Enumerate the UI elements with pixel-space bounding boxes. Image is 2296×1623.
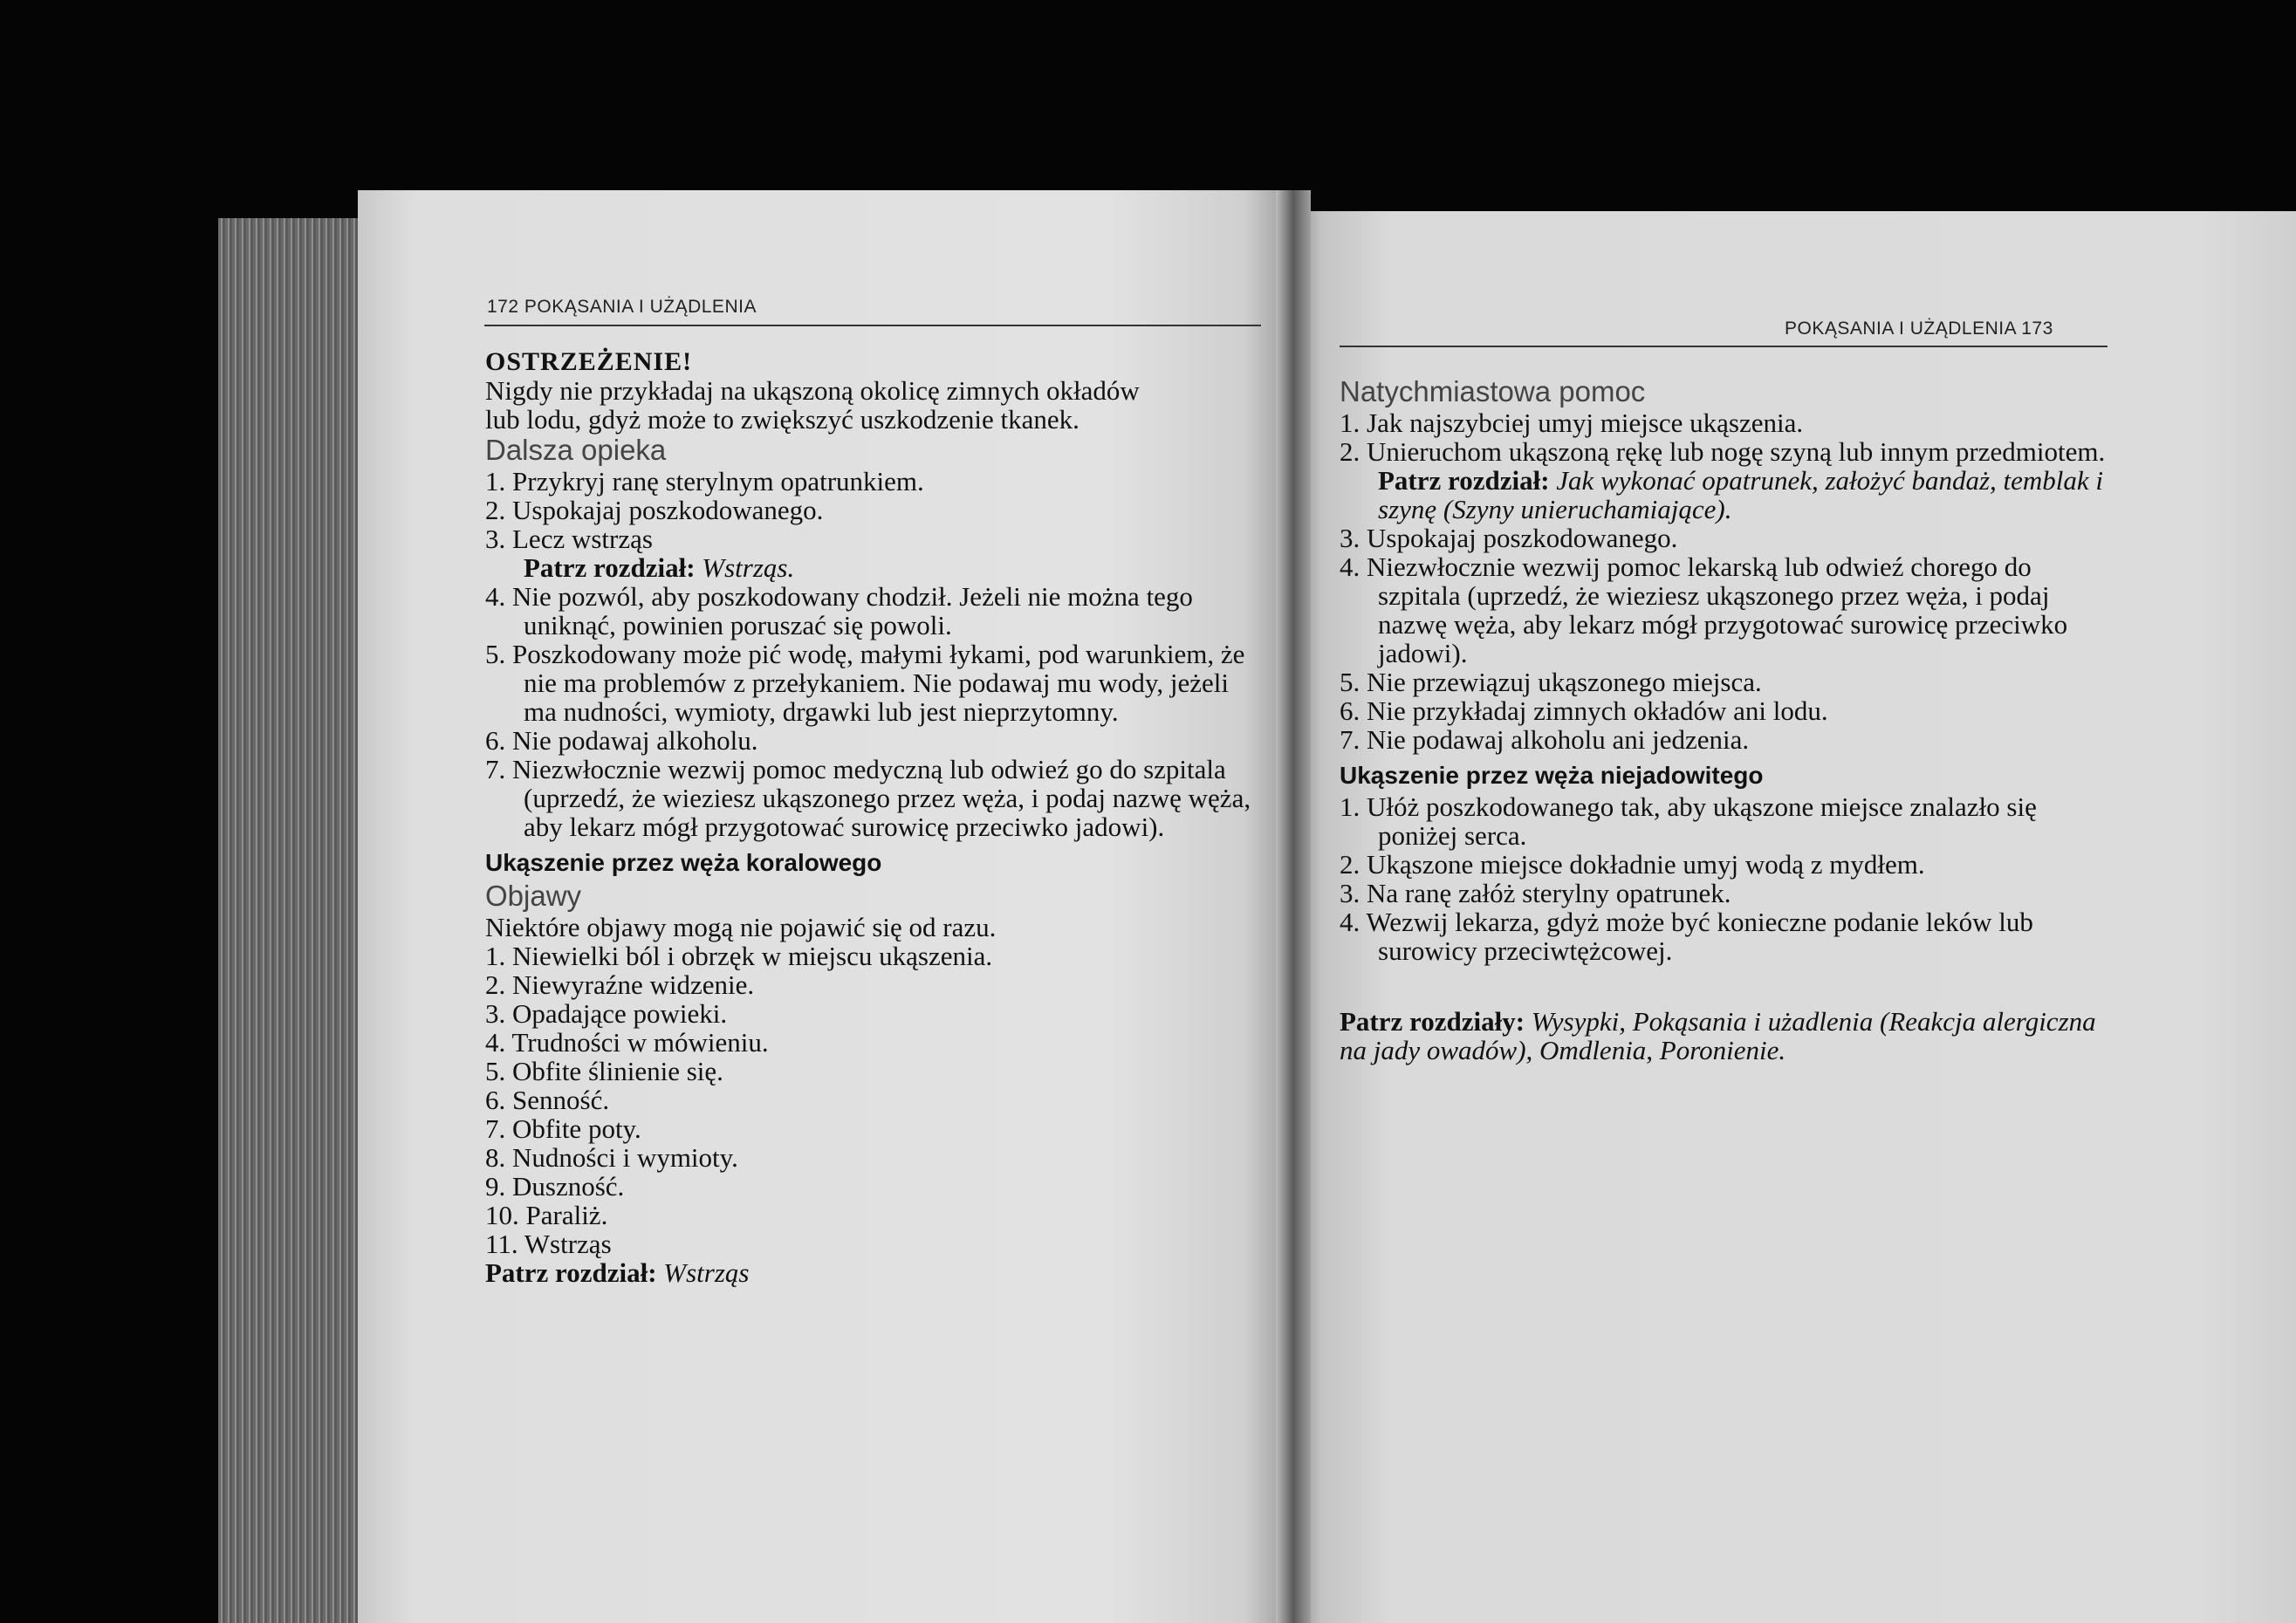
warning-line: lub lodu, gdyż może to zwiększyć uszkodzenie tkanek.	[485, 404, 1079, 435]
symptoms-intro: Niektóre objawy mogą nie pojawić się od razu.	[485, 912, 997, 942]
ref-text: Wysypki, Pokąsania i użadlenia (Reakcja alergiczna na jady owadów), Omdlenia, Poronienie.	[1340, 1006, 2096, 1065]
right-running-header: POKĄSANIA I UŻĄDLENIA 173	[1785, 318, 2053, 339]
cross-reference	[485, 553, 1258, 582]
list-item: 4. Niezwłocznie wezwij pomoc lekarską lub odwieź chorego do szpitala (uprzedź, że wieziesz ukąszonego przez węża, i podaj nazwę węża, aby lekarz mógł przygotować surowicę przeciwko jadowi).	[1340, 551, 2068, 668]
ref-text: Wstrząs	[663, 1257, 750, 1288]
symptom-item: 2. Niewyraźne widzenie.	[485, 969, 755, 1000]
list-item: 5. Nie przewiązuj ukąszonego miejsca.	[1340, 667, 1762, 697]
ref-label: Patrz rozdział:	[1378, 465, 1550, 496]
symptom-item: 8. Nudności i wymioty.	[485, 1142, 738, 1173]
ref-label: Patrz rozdział:	[485, 1257, 657, 1288]
list-item: 4. Nie pozwól, aby poszkodowany chodził. Jeżeli nie można tego uniknąć, powinien poruszać się powoli.	[485, 581, 1193, 640]
list-item: 3. Lecz wstrząs	[485, 524, 653, 554]
list-item: 1. Przykryj ranę sterylnym opatrunkiem.	[485, 466, 924, 496]
list-item: 6. Nie przykładaj zimnych okładów ani lodu.	[1340, 695, 1828, 726]
symptom-item: 5. Obfite ślinienie się.	[485, 1056, 723, 1086]
list-item: 6. Nie podawaj alkoholu.	[485, 725, 758, 756]
symptom-item: 1. Niewielki ból i obrzęk w miejscu ukąszenia.	[485, 941, 993, 971]
list-item: 1. Ułóż poszkodowanego tak, aby ukąszone miejsce znalazło się poniżej serca.	[1340, 791, 2037, 851]
left-page-content	[485, 347, 1258, 1287]
cross-reference	[1340, 466, 2112, 524]
warning-title: OSTRZEŻENIE!	[485, 347, 693, 376]
ref-label: Patrz rozdział:	[524, 552, 696, 583]
list-item: 2. Unieruchom ukąszoną rękę lub nogę szyną lub innym przedmiotem.	[1340, 436, 2106, 467]
symptom-item: 7. Obfite poty.	[485, 1113, 641, 1144]
list-item: 5. Poszkodowany może pić wodę, małymi łykami, pod warunkiem, że nie ma problemów z przełykaniem. Nie podawaj mu wody, jeżeli ma nudności, wymioty, drgawki lub jest nieprzytomny.	[485, 639, 1245, 727]
ref-label: Patrz rozdziały:	[1340, 1006, 1525, 1037]
symptom-item: 11. Wstrząs	[485, 1229, 612, 1259]
list-item: 4. Wezwij lekarza, gdyż może być konieczne podanie leków lub surowicy przeciwtężcowej.	[1340, 907, 2033, 966]
symptom-item: 9. Duszność.	[485, 1171, 625, 1202]
nonvenomous-snake-heading: Ukąszenie przez węża niejadowitego	[1340, 762, 1764, 789]
list-item: 3. Na ranę załóż sterylny opatrunek.	[1340, 878, 1731, 908]
first-aid-heading: Natychmiastowa pomoc	[1340, 375, 1646, 407]
right-page-content	[1340, 375, 2112, 1065]
coral-snake-heading: Ukąszenie przez węża koralowego	[485, 849, 882, 876]
list-item: 1. Jak najszybciej umyj miejsce ukąszenia.	[1340, 407, 1804, 438]
ref-text: Wstrząs.	[702, 552, 795, 583]
list-item: 7. Niezwłocznie wezwij pomoc medyczną lub odwieź go do szpitala (uprzedź, że wieziesz ukąszonego przez węża, i podaj nazwę węża, aby lekarz mógł przygotować surowicę przeciwko jadowi).	[485, 754, 1251, 842]
ref-text: Jak wykonać opatrunek, założyć bandaż, temblak i szynę (Szyny unieruchamiające).	[1378, 465, 2104, 524]
list-item: 7. Nie podawaj alkoholu ani jedzenia.	[1340, 724, 1750, 755]
left-running-header: 172 POKĄSANIA I UŻĄDLENIA	[487, 297, 757, 317]
further-care-heading: Dalsza opieka	[485, 434, 667, 466]
final-cross-reference	[1340, 1007, 2112, 1065]
warning-line: Nigdy nie przykładaj na ukąszoną okolicę zimnych okładów	[485, 375, 1140, 406]
book-page-edges	[218, 218, 375, 1623]
symptom-item: 10. Paraliż.	[485, 1200, 608, 1230]
symptoms-heading: Objawy	[485, 880, 582, 912]
list-item: 3. Uspokajaj poszkodowanego.	[1340, 523, 1678, 553]
book-gutter	[1276, 190, 1311, 1623]
symptom-item: 4. Trudności w mówieniu.	[485, 1027, 769, 1058]
list-item: 2. Ukąszone miejsce dokładnie umyj wodą z mydłem.	[1340, 849, 1925, 880]
right-header-rule	[1340, 346, 2108, 347]
symptom-item: 3. Opadające powieki.	[485, 998, 728, 1029]
symptom-item: 6. Senność.	[485, 1085, 610, 1115]
final-cross-reference	[485, 1258, 1258, 1287]
left-header-rule	[484, 325, 1261, 326]
list-item: 2. Uspokajaj poszkodowanego.	[485, 495, 824, 525]
